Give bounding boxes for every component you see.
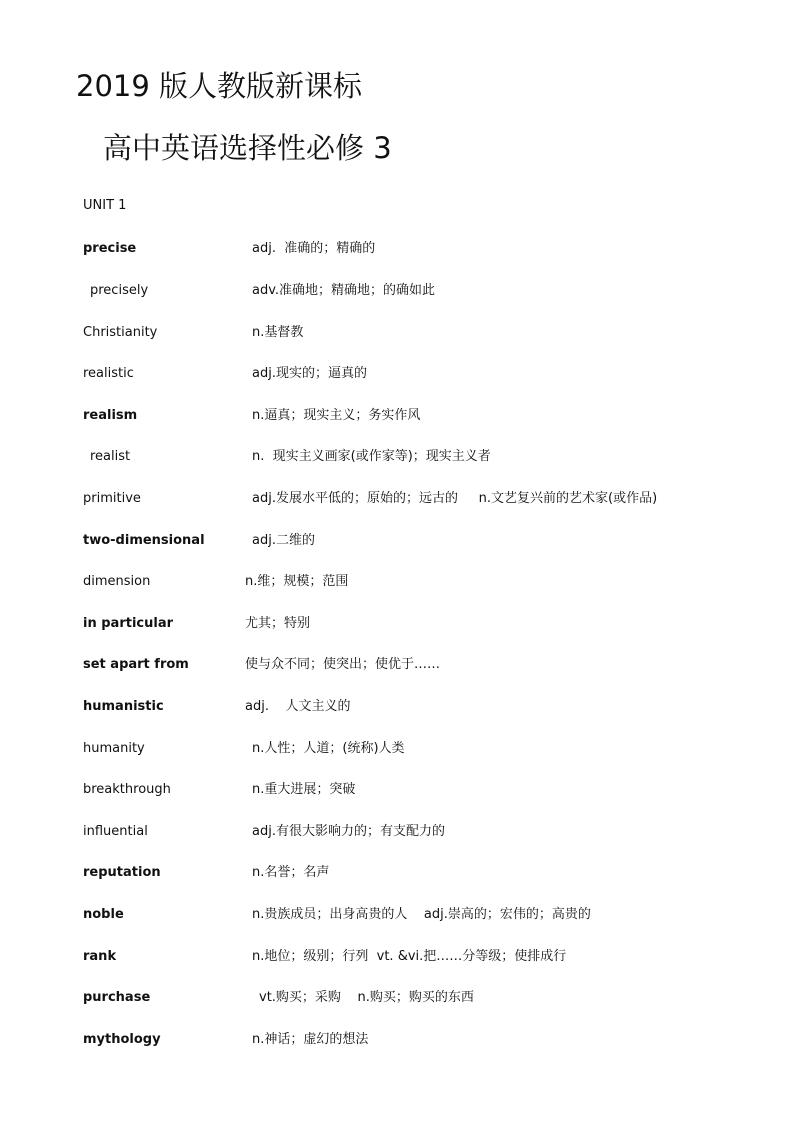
vocab-definition: n.基督教 (252, 325, 304, 340)
vocab-entry (0, 531, 794, 551)
vocab-entry (0, 281, 794, 301)
vocab-definition: adj.有很大影响力的；有支配力的 (252, 824, 445, 839)
vocab-definition: n.重大进展；突破 (252, 782, 356, 797)
vocab-definition: adj.现实的；逼真的 (252, 366, 367, 381)
vocab-entry (0, 447, 794, 467)
vocab-entry (0, 406, 794, 426)
vocab-word: mythology (83, 1032, 161, 1047)
vocab-word: purchase (83, 990, 151, 1005)
vocab-entry (0, 572, 794, 592)
vocab-entry (0, 780, 794, 800)
vocab-entry (0, 988, 794, 1008)
vocab-definition: adj.二维的 (252, 533, 315, 548)
vocab-definition: adj. 准确的；精确的 (252, 241, 376, 256)
vocab-definition: adv.准确地；精确地；的确如此 (252, 283, 436, 298)
vocab-entry (0, 739, 794, 759)
vocab-word: set apart from (83, 657, 189, 672)
vocab-word: humanity (83, 741, 145, 756)
vocab-word: in particular (83, 616, 173, 631)
vocab-word: influential (83, 824, 148, 839)
vocab-entry (0, 364, 794, 384)
vocab-definition: n.地位；级别；行列 vt. &vi.把……分等级；使排成行 (252, 949, 567, 964)
vocab-entry (0, 323, 794, 343)
document-title: 2019 版人教版新课标 (76, 69, 363, 103)
vocab-entry (0, 655, 794, 675)
vocab-definition: 尤其；特别 (245, 616, 311, 631)
unit-heading: UNIT 1 (83, 198, 127, 213)
vocab-entry (0, 822, 794, 842)
vocab-definition: n.神话；虚幻的想法 (252, 1032, 369, 1047)
vocab-definition: vt.购买；采购 n.购买；购买的东西 (259, 990, 474, 1005)
vocab-entry (0, 697, 794, 717)
vocab-entry (0, 863, 794, 883)
vocab-definition: adj.发展水平低的；原始的；远古的 n.文艺复兴前的艺术家(或作品) (252, 491, 658, 506)
vocab-definition: adj. 人文主义的 (245, 699, 351, 714)
vocab-definition: n.贵族成员；出身高贵的人 adj.崇高的；宏伟的；高贵的 (252, 907, 591, 922)
document-subtitle: 高中英语选择性必修 3 (103, 131, 392, 165)
vocab-entry (0, 614, 794, 634)
vocab-definition: n.人性；人道；(统称)人类 (252, 741, 405, 756)
vocab-word: primitive (83, 491, 141, 506)
vocab-word: reputation (83, 865, 161, 880)
vocab-word: realism (83, 408, 138, 423)
vocab-definition: n. 现实主义画家(或作家等)；现实主义者 (252, 449, 491, 464)
vocab-entry (0, 239, 794, 259)
vocab-word: two-dimensional (83, 533, 205, 548)
vocab-word: dimension (83, 574, 151, 589)
vocab-word: noble (83, 907, 124, 922)
vocab-definition: n.名誉；名声 (252, 865, 330, 880)
vocab-definition: n.逼真；现实主义；务实作风 (252, 408, 421, 423)
vocab-definition: 使与众不同；使突出；使优于…… (245, 657, 441, 672)
vocab-word: breakthrough (83, 782, 171, 797)
vocab-definition: n.维；规模；范围 (245, 574, 349, 589)
vocab-word: rank (83, 949, 117, 964)
vocab-word: realistic (83, 366, 134, 381)
vocab-word: Christianity (83, 325, 158, 340)
vocab-entry (0, 1030, 794, 1050)
vocab-word: humanistic (83, 699, 164, 714)
vocab-entry (0, 947, 794, 967)
vocab-word: precisely (90, 283, 149, 298)
vocab-entry (0, 905, 794, 925)
vocab-entry (0, 489, 794, 509)
vocab-word: precise (83, 241, 137, 256)
vocab-word: realist (90, 449, 131, 464)
